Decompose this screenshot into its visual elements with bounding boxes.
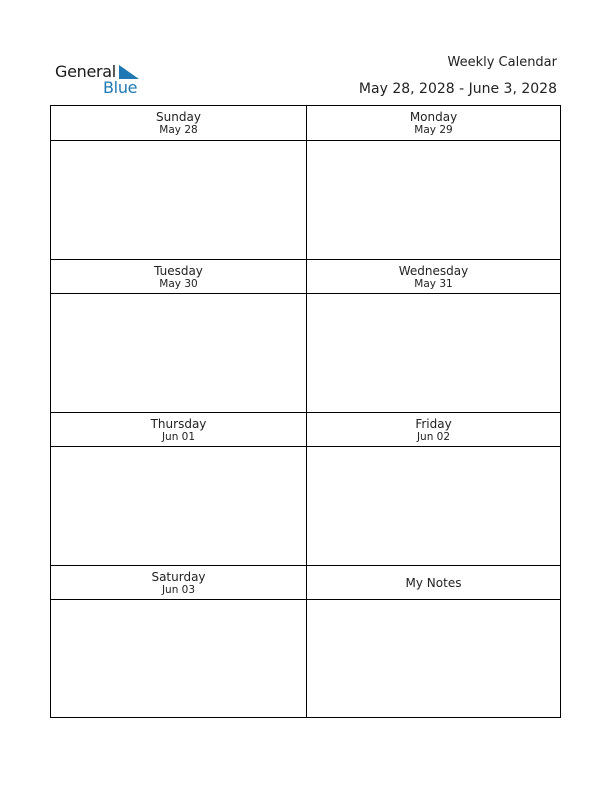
day-header-sunday	[51, 106, 306, 141]
notes-body[interactable]	[307, 600, 560, 717]
day-name: Sunday	[156, 110, 201, 124]
day-date: May 31	[414, 278, 453, 290]
logo-word-blue: Blue	[103, 78, 138, 97]
day-date: Jun 03	[161, 584, 196, 596]
day-header-wednesday	[307, 260, 560, 294]
notes-label: My Notes	[405, 576, 462, 590]
day-name: Wednesday	[398, 264, 469, 278]
logo-word-general: General	[55, 62, 116, 81]
day-date: Jun 01	[161, 431, 196, 443]
day-name: Monday	[409, 110, 458, 124]
day-name: Saturday	[151, 570, 206, 584]
day-date: May 30	[159, 278, 198, 290]
day-header-saturday	[51, 566, 306, 600]
day-header-tuesday	[51, 260, 306, 294]
day-body-sunday[interactable]	[51, 141, 306, 259]
day-body-wednesday[interactable]	[307, 294, 560, 412]
day-date: May 29	[414, 124, 453, 136]
day-body-tuesday[interactable]	[51, 294, 306, 412]
calendar-grid	[50, 105, 561, 718]
day-header-thursday	[51, 413, 306, 447]
day-body-monday[interactable]	[307, 141, 560, 259]
day-header-friday	[307, 413, 560, 447]
logo-triangle-icon	[119, 65, 139, 79]
day-date: Jun 02	[416, 431, 451, 443]
day-body-friday[interactable]	[307, 447, 560, 565]
date-range: May 28, 2028 - June 3, 2028	[358, 81, 557, 97]
day-body-saturday[interactable]	[51, 600, 306, 717]
day-date: May 28	[159, 124, 198, 136]
day-name: Friday	[415, 417, 452, 431]
day-body-thursday[interactable]	[51, 447, 306, 565]
day-header-monday	[307, 106, 560, 141]
day-name: Tuesday	[154, 264, 203, 278]
notes-header	[307, 566, 560, 600]
day-name: Thursday	[150, 417, 207, 431]
general-blue-logo	[55, 62, 145, 98]
page-title: Weekly Calendar	[447, 55, 557, 70]
